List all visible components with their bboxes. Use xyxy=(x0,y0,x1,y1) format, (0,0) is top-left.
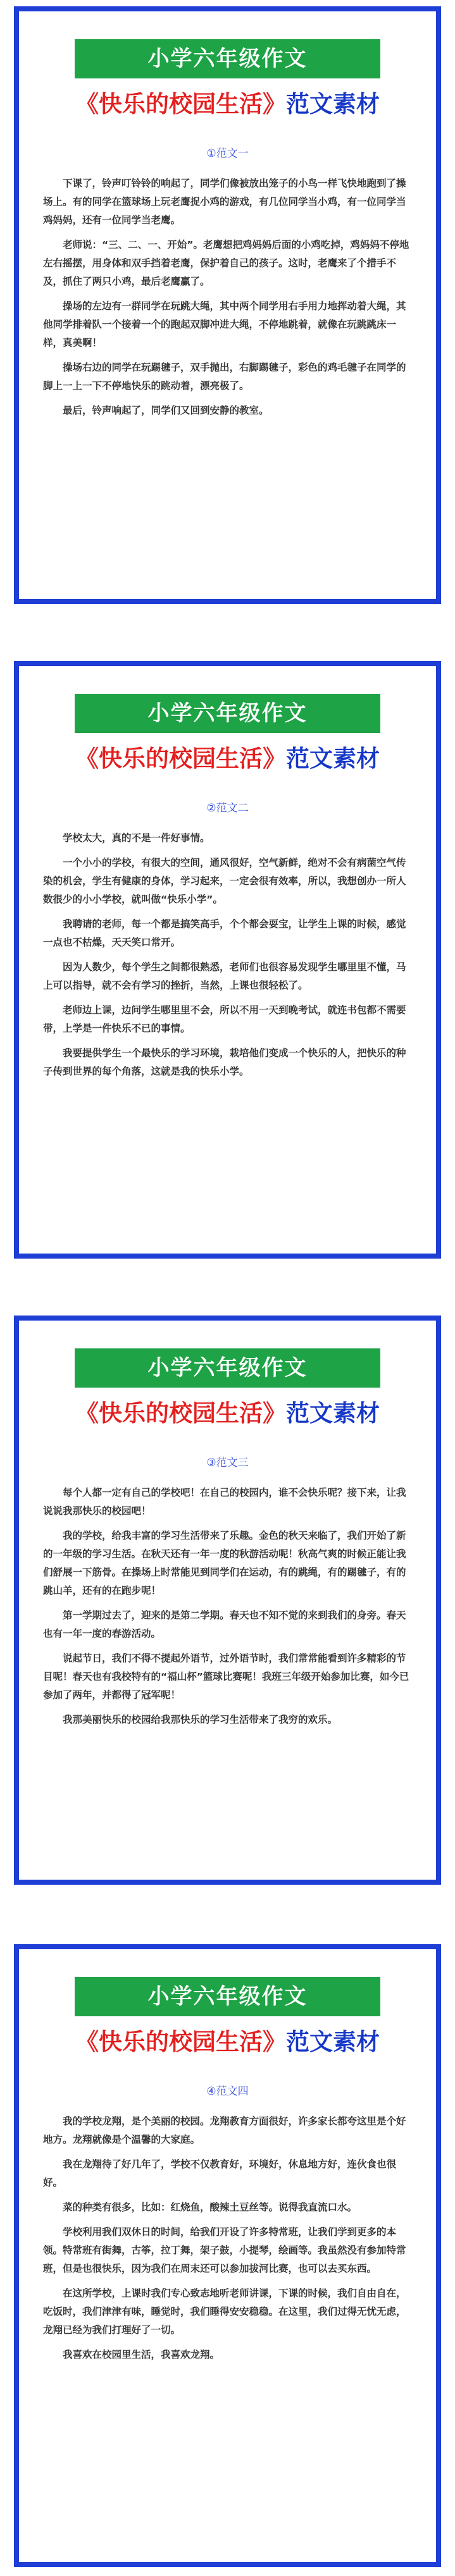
card-headline xyxy=(19,89,436,120)
headline-suffix: 范文素材 xyxy=(286,745,380,772)
essay-paragraph: 学校利用我们双休日的时间，给我们开设了许多特常班，让我们学到更多的本领。特常班有街舞，古筝，拉丁舞，架子鼓，小提琴，绘画等。我虽然没有参加特常班，但是也很快乐，因为我们在周末还可以参加拔河比赛，也可以去买东西。 xyxy=(43,2226,406,2274)
essay-paragraph: 学校太大，真的不是一件好事情。 xyxy=(63,832,210,844)
headline-suffix: 范文素材 xyxy=(286,1400,380,1427)
essay-paragraph: 在这所学校，上课时我们专心致志地听老师讲课，下课的时候，我们自由自在，吃饭时，我们津津有味，睡觉时，我们睡得安安稳稳。在这里，我们过得无忧无虑，龙翔已经为我们打理好了一切。 xyxy=(43,2288,406,2336)
card-header: 小学六年级作文 xyxy=(75,1348,380,1388)
card-subtitle: ②范文二 xyxy=(206,802,249,815)
essay-card-1 xyxy=(14,6,441,604)
essay-card-3 xyxy=(14,1316,441,1885)
headline-suffix: 范文素材 xyxy=(286,90,380,118)
essay-body xyxy=(43,1484,413,1735)
essay-paragraph: 操场右边的同学在玩踢毽子，双手抛出，右脚踢毽子，彩色的鸡毛毽子在同学的脚上一上一下不停地快乐的跳动着，漂亮极了。 xyxy=(43,362,406,391)
essay-paragraph: 第一学期过去了，迎来的是第二学期。春天也不知不觉的来到我们的身旁。春天也有一年一度的春游活动。 xyxy=(43,1610,406,1639)
card-subtitle: ③范文三 xyxy=(206,1457,249,1469)
essay-paragraph: 我喜欢在校园里生活，我喜欢龙翔。 xyxy=(63,2349,220,2360)
essay-body xyxy=(43,175,413,426)
card-headline xyxy=(19,743,436,775)
essay-paragraph: 每个人都一定有自己的学校吧！在自己的校园内，谁不会快乐呢？接下来，让我说说我那快乐的校园吧！ xyxy=(43,1487,406,1517)
essay-card-4 xyxy=(14,1944,441,2567)
essay-paragraph: 下课了，铃声叮铃铃的响起了，同学们像被放出笼子的小鸟一样飞快地跑到了操场上。有的同学在篮球场上玩老鹰捉小鸡的游戏，有几位同学当小鸡，有一位同学当鸡妈妈，还有一位同学当老鹰。 xyxy=(43,178,406,226)
headline-title: 《快乐的校园生活》 xyxy=(75,2028,286,2055)
card-headline xyxy=(19,2026,436,2058)
card-headline xyxy=(19,1398,436,1429)
essay-paragraph: 说起节日，我们不得不提起外语节，过外语节时，我们常常能看到许多精彩的节目呢！春天也有我校特有的“福山杯”篮球比赛呢！我班三年级开始参加比赛，如今已参加了两年，并都得了冠军呢！ xyxy=(43,1653,409,1701)
essay-body xyxy=(43,829,413,1087)
essay-paragraph: 我那美丽快乐的校园给我那快乐的学习生活带来了我穷的欢乐。 xyxy=(63,1714,338,1725)
essay-paragraph: 一个小小的学校，有很大的空间，通风很好，空气新鲜，绝对不会有病菌空气传染的机会，学生有健康的身体，学习起来，一定会很有效率，所以，我想创办一所人数很少的小小学校，就叫做“快乐小学”。 xyxy=(43,857,406,905)
essay-paragraph: 我聘请的老师，每一个都是搞笑高手，个个都会耍宝，让学生上课的时候，感觉一点也不枯燥，天天笑口常开。 xyxy=(43,918,406,948)
essay-paragraph: 我要提供学生一个最快乐的学习环境，栽培他们变成一个快乐的人，把快乐的种子传到世界的每个角落，这就是我的快乐小学。 xyxy=(43,1047,406,1077)
essay-paragraph: 菜的种类有很多，比如：红烧鱼，酸辣土豆丝等。说得我直流口水。 xyxy=(63,2202,358,2213)
card-header: 小学六年级作文 xyxy=(75,694,380,733)
essay-paragraph: 老师边上课，边问学生哪里里不会，所以不用一天到晚考试，就连书包都不需要带，上学是一件快乐不已的事情。 xyxy=(43,1004,406,1034)
essay-paragraph: 操场的左边有一群同学在玩跳大绳，其中两个同学用右手用力地挥动着大绳，其他同学排着队一个接着一个的跑起双脚冲进大绳，不停地跳着，就像在玩跳跳床一样，真美啊！ xyxy=(43,300,406,348)
essay-card-2 xyxy=(14,661,441,1259)
headline-title: 《快乐的校园生活》 xyxy=(75,1400,286,1427)
essay-paragraph: 我在龙翔待了好几年了，学校不仅教育好，环境好，休息地方好，连伙食也很好。 xyxy=(43,2159,397,2188)
card-header: 小学六年级作文 xyxy=(75,1977,380,2016)
headline-suffix: 范文素材 xyxy=(286,2028,380,2055)
essay-paragraph: 我的学校龙翔，是个美丽的校园。龙翔教育方面很好，许多家长都夸这里是个好地方。龙翔就像是个温馨的大家庭。 xyxy=(43,2116,406,2145)
essay-paragraph: 最后，铃声响起了，同学们又回到安静的教室。 xyxy=(63,405,269,416)
essay-body xyxy=(43,2112,413,2370)
essay-paragraph: 因为人数少，每个学生之间都很熟悉，老师们也很容易发现学生哪里里不懂，马上可以指导，就不会有学习的挫折，当然，上课也很轻松了。 xyxy=(43,961,406,991)
headline-title: 《快乐的校园生活》 xyxy=(75,90,286,118)
card-subtitle: ①范文一 xyxy=(206,147,249,160)
headline-title: 《快乐的校园生活》 xyxy=(75,745,286,772)
card-header: 小学六年级作文 xyxy=(75,39,380,78)
card-subtitle: ④范文四 xyxy=(206,2085,249,2098)
essay-paragraph: 老师说：“三、二、一、开始”。老鹰想把鸡妈妈后面的小鸡吃掉，鸡妈妈不停地左右摇摆，用身体和双手挡着老鹰，保护着自己的孩子。这时，老鹰来了个措手不及，抓住了两只小鸡，最后老鹰赢了。 xyxy=(43,239,409,287)
essay-paragraph: 我的学校，给我丰富的学习生活带来了乐趣。金色的秋天来临了，我们开始了新的一年级的学习生活。在秋天还有一年一度的秋游活动呢！秋高气爽的时候正能让我们舒展一下筋骨。在操场上时常能见到同学们在运动，有的跳绳，有的踢毽子，有的跳山羊，还有的在跑步呢！ xyxy=(43,1530,406,1596)
